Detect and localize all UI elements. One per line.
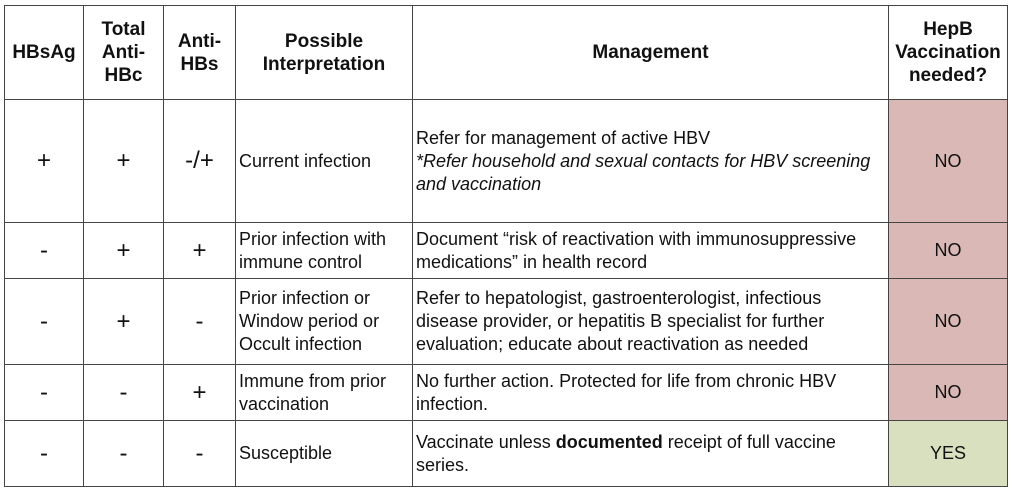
table-row (5, 279, 1008, 365)
vaccination-cell: NO (889, 365, 1008, 421)
anti-hbc-cell: + (84, 279, 164, 365)
table-row (5, 223, 1008, 279)
vaccination-cell: NO (889, 279, 1008, 365)
header-management: Management (413, 6, 889, 100)
hbsag-cell: - (5, 421, 84, 487)
vaccination-cell: NO (889, 223, 1008, 279)
anti-hbs-cell: - (164, 279, 236, 365)
hbsag-cell: - (5, 279, 84, 365)
header-interpretation: Possible Interpretation (236, 6, 413, 100)
interpretation-cell: Prior infection with immune control (236, 223, 413, 279)
vaccination-cell: NO (889, 100, 1008, 223)
interpretation-cell: Immune from prior vaccination (236, 365, 413, 421)
interpretation-cell: Current infection (236, 100, 413, 223)
anti-hbc-cell: - (84, 365, 164, 421)
anti-hbc-cell: - (84, 421, 164, 487)
interpretation-cell: Susceptible (236, 421, 413, 487)
management-note: *Refer household and sexual contacts for HBV screening and vaccination (416, 150, 871, 194)
interpretation-cell: Prior infection or Window period or Occult infection (236, 279, 413, 365)
management-emphasis: documented (555, 431, 663, 452)
header-row (5, 6, 1008, 100)
management-cell: Document “risk of reactivation with immunosuppressive medications” in health record (413, 223, 889, 279)
anti-hbs-cell: + (164, 223, 236, 279)
management-cell: Refer to hepatologist, gastroenterologist, infectious disease provider, or hepatitis B specialist for further evaluation; educate about reactivation as needed (413, 279, 889, 365)
header-anti-hbs: Anti-HBs (164, 6, 236, 100)
anti-hbs-cell: + (164, 365, 236, 421)
management-text-pre: Vaccinate unless (416, 431, 551, 452)
management-text-post: receipt of full vaccine series. (416, 431, 836, 475)
management-cell (413, 100, 889, 223)
hbsag-cell: - (5, 223, 84, 279)
header-vaccination: HepB Vaccination needed? (889, 6, 1008, 100)
anti-hbc-cell: + (84, 100, 164, 223)
management-cell (413, 421, 889, 487)
table-row (5, 421, 1008, 487)
table-row (5, 365, 1008, 421)
hbv-serology-table (4, 5, 1008, 487)
hbsag-cell: - (5, 365, 84, 421)
header-anti-hbc: Total Anti-HBc (84, 6, 164, 100)
header-hbsag: HBsAg (5, 6, 84, 100)
anti-hbs-cell: - (164, 421, 236, 487)
hbsag-cell: + (5, 100, 84, 223)
vaccination-cell: YES (889, 421, 1008, 487)
anti-hbc-cell: + (84, 223, 164, 279)
management-cell: No further action. Protected for life from chronic HBV infection. (413, 365, 889, 421)
management-text: Refer for management of active HBV (416, 127, 711, 148)
table-row (5, 100, 1008, 223)
anti-hbs-cell: -/+ (164, 100, 236, 223)
